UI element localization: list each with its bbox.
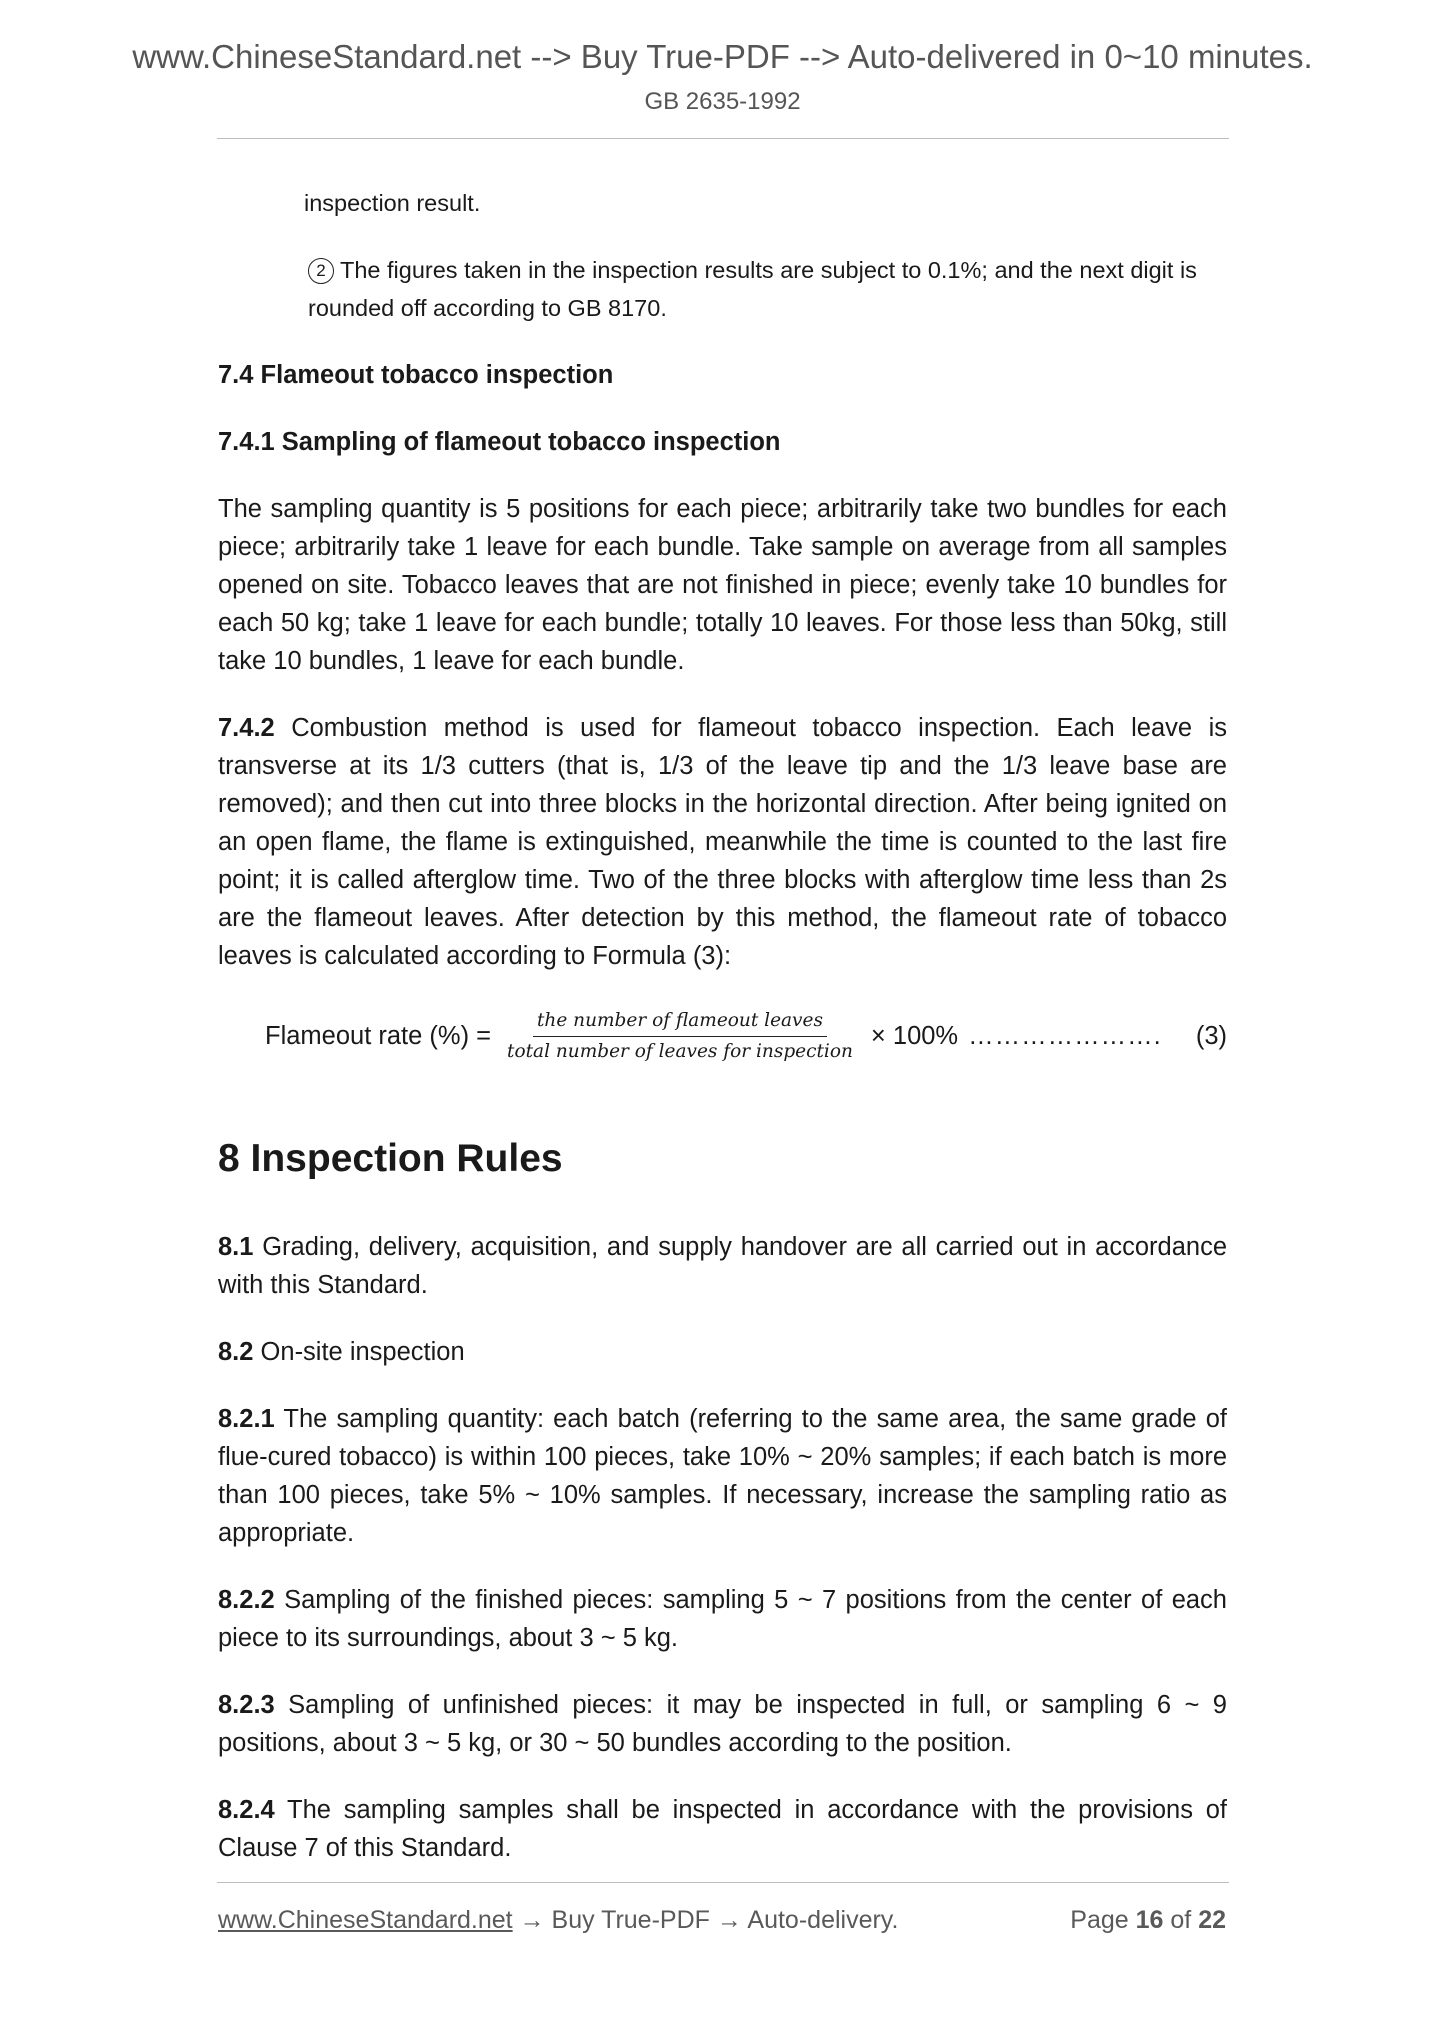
clause-body: Sampling of unfinished pieces: it may be inspected in full, or sampling 6 ~ 9 positions, about 3 ~ 5 kg, or 30 ~ 50 bundles according to the position.: [218, 1691, 1227, 1757]
clause-body: The sampling quantity: each batch (referring to the same area, the same grade of flue-cured tobacco) is within 100 pieces, take 10% ~ 20% samples; if each batch is more than 100 pieces, take 5% ~ 10% samples. If necessary, increase the sampling ratio as appropriate.: [218, 1405, 1228, 1547]
paragraph-7-4-1: The sampling quantity is 5 positions for each piece; arbitrarily take two bundles for each piece; arbitrarily take 1 leave for each bundle. Take sample on average from all samples opened on site. Tobacco leaves that are not finished in piece; evenly take 10 bundles for each 50 kg; take 1 leave for each bundle; totally 10 leaves. For those less than 50kg, still take 10 bundles, 1 leave for each bundle.: [218, 495, 1227, 675]
footer-divider: [217, 1882, 1229, 1883]
formula-number: (3): [1195, 1022, 1227, 1050]
formula-3: [265, 998, 1227, 1074]
page-word: Page: [1070, 1906, 1129, 1934]
clause-number: 8.2.2: [218, 1586, 275, 1614]
heading-7-4-1: 7.4.1 Sampling of flameout tobacco inspection: [218, 428, 781, 456]
clause-body: Combustion method is used for flameout tobacco inspection. Each leave is transverse at its 1/3 cutters (that is, 1/3 of the leave tip and the 1/3 leave base are removed); and then cut into three blocks in the horizontal direction. After being ignited on an open flame, the flame is extinguished, meanwhile the time is counted to the last fire point; it is called afterglow time. Two of the three blocks with afterglow time less than 2s are the flameout leaves. After detection by this method, the flameout rate of tobacco leaves is calculated according to Formula (3):: [218, 714, 1227, 970]
page-content: [218, 184, 1227, 1896]
clause-number: 7.4.2: [218, 714, 275, 742]
clause-number: 8.2: [218, 1338, 254, 1366]
formula-fraction: [503, 1009, 857, 1064]
formula-leader-dots: ………………….: [968, 1022, 1162, 1050]
formula-numerator: the number of flameout leaves: [533, 1009, 827, 1037]
clause-number: 8.2.4: [218, 1796, 275, 1824]
header-divider: [217, 138, 1229, 139]
formula-multiplier: × 100%: [870, 1022, 959, 1050]
paragraph-8-2-3: [218, 1686, 1227, 1762]
section-8-title: 8 Inspection Rules: [218, 1137, 563, 1180]
clause-body: The sampling samples shall be inspected in accordance with the provisions of Clause 7 of this Standard.: [218, 1796, 1228, 1862]
paragraph-7-4-2: [218, 709, 1227, 975]
standard-code: GB 2635-1992: [644, 88, 801, 115]
paragraph-8-2-1: [218, 1400, 1227, 1552]
formula-label: Flameout rate (%) =: [265, 1022, 492, 1050]
circled-number-marker: 2: [308, 258, 334, 284]
clause-number: 8.2.3: [218, 1691, 275, 1719]
footer-left: [218, 1906, 898, 1935]
page-number: [1070, 1906, 1226, 1935]
paragraph-8-2: [218, 1333, 1227, 1371]
paragraph-8-2-2: [218, 1581, 1227, 1657]
paragraph-8-1: [218, 1228, 1227, 1304]
note-text: The figures taken in the inspection results are subject to 0.1%; and the next digit is rounded off according to GB 8170.: [308, 257, 1197, 321]
note-2: [218, 251, 1227, 327]
formula-denominator: total number of leaves for inspection: [507, 1040, 853, 1062]
footer-site-link[interactable]: www.ChineseStandard.net: [218, 1906, 513, 1934]
continuation-text: inspection result.: [304, 190, 481, 216]
clause-body: Sampling of the finished pieces: sampling 5 ~ 7 positions from the center of each piece to its surroundings, about 3 ~ 5 kg.: [218, 1586, 1227, 1652]
clause-body: On-site inspection: [260, 1338, 465, 1366]
header-banner: www.ChineseStandard.net --> Buy True-PDF --> Auto-delivered in 0~10 minutes.: [132, 38, 1313, 75]
clause-number: 8.2.1: [218, 1405, 275, 1433]
clause-number: 8.1: [218, 1233, 254, 1261]
paragraph-8-2-4: [218, 1791, 1227, 1867]
page-current: 16: [1135, 1906, 1164, 1934]
page-total: 22: [1198, 1906, 1226, 1934]
heading-7-4: 7.4 Flameout tobacco inspection: [218, 361, 614, 389]
footer-tagline: → Buy True-PDF → Auto-delivery.: [519, 1906, 899, 1934]
page-footer: [218, 1906, 1226, 1935]
clause-body: Grading, delivery, acquisition, and supply handover are all carried out in accordance with this Standard.: [218, 1233, 1227, 1299]
of-word: of: [1170, 1906, 1192, 1934]
